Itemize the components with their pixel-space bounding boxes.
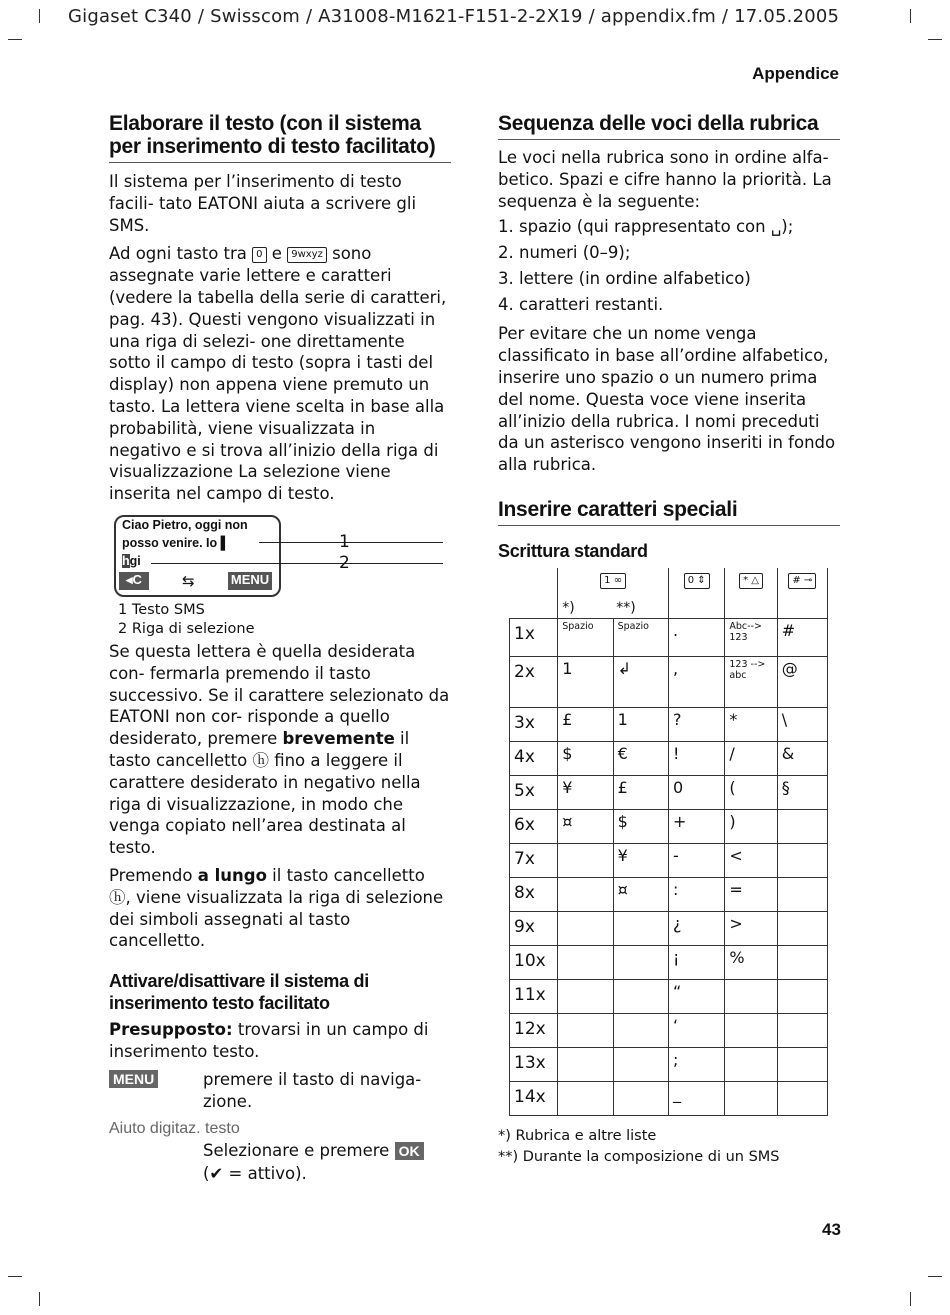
table-cell [777,877,827,911]
table-cell: ? [668,707,724,741]
footnotes [498,1126,840,1168]
cursor-icon: ▌ [220,535,230,550]
table-cell: £ [558,707,613,741]
table-cell: , [668,656,724,707]
table-cell [777,911,827,945]
table-cell [558,843,613,877]
display-line-2: posso venire. Io ▌ [122,535,230,550]
table-cell: Spazio [558,618,613,656]
table-cell [558,1047,613,1081]
row-press-count: 13x [510,1047,558,1081]
table-cell [777,809,827,843]
crop-mark [8,39,22,40]
table-cell: ¤ [558,809,613,843]
step-menu-text: premere il tasto di naviga- zione. [203,1069,422,1111]
table-cell [725,1081,777,1115]
key-1-icon: 1 ∞ [600,573,626,589]
table-row [510,809,828,843]
table-cell [725,1013,777,1047]
callout-line-2 [151,563,443,564]
row-press-count: 9x [510,911,558,945]
table-cell: § [777,775,827,809]
softkey-toggle-icon: ⇆ [182,571,195,590]
table-cell: £ [613,775,668,809]
menu-path-label: Aiuto digitaz. testo [109,1120,240,1138]
heading-toggle: Attivare/disattivare il sistema di inserimento testo facilitato [109,971,369,1014]
table-cell: 123 --> abc [725,656,777,707]
table-cell: ; [668,1047,724,1081]
crop-mark [39,9,40,23]
order-list [498,214,840,318]
key-0-icon: 0 [252,247,266,263]
table-row [510,843,828,877]
document-meta-header: Gigaset C340 / Swisscom / A31008-M1621-F151-2-2X19 / appendix.fm / 17.05.2005 [68,6,840,27]
step-menu [109,1069,451,1113]
table-cell: # [777,618,827,656]
display-illustration [109,515,451,597]
table-cell: & [777,741,827,775]
table-cell [777,979,827,1013]
table-cell: ↲ [613,656,668,707]
row-press-count: 6x [510,809,558,843]
display-legend [109,601,451,639]
table-row [510,1081,828,1115]
table-row [510,945,828,979]
crop-mark [39,1292,40,1306]
row-press-count: 4x [510,741,558,775]
table-cell [777,1047,827,1081]
key-star-icon: * △ [739,573,763,589]
table-cell: > [725,911,777,945]
table-row [510,707,828,741]
table-row [510,618,828,656]
left-column [109,112,451,1185]
table-cell: _ [668,1081,724,1115]
table-row [510,911,828,945]
table-cell: $ [613,809,668,843]
table-header-row [510,568,828,619]
table-cell [558,1081,613,1115]
paragraph-long-press: Premendo a lungo il tasto cancelletto ⓗ, viene visualizzata la riga di selezione dei simboli assegnati al tasto cancelletto. [109,865,444,951]
special-chars-table [509,568,828,1116]
table-row [510,741,828,775]
key-0-icon: 0 ⇕ [684,573,710,589]
table-cell: @ [777,656,827,707]
table-cell [777,945,827,979]
page-number: 43 [822,1220,841,1239]
paragraph-intro: Il sistema per l’inserimento di testo facili- tato EATONI aiuta a scrivere gli SMS. [109,172,417,235]
table-cell: - [668,843,724,877]
right-column [498,112,840,1168]
table-cell: ‘ [668,1013,724,1047]
callout-number-1: 1 [339,531,350,552]
table-cell [613,911,668,945]
table-cell: € [613,741,668,775]
table-row [510,979,828,1013]
table-cell [558,945,613,979]
table-row [510,775,828,809]
table-cell [777,843,827,877]
selected-letter: h [122,553,130,568]
table-cell: ¥ [613,843,668,877]
table-row [510,1047,828,1081]
paragraph-order-intro: Le voci nella rubrica sono in ordine alfa- betico. Spazi e cifre hanno la priorità. La sequenza è la seguente: [498,148,832,211]
table-cell [613,1013,668,1047]
table-cell: : [668,877,724,911]
paragraph-confirm: Se questa lettera è quella desiderata con- fermarla premendo il tasto successivo. Se il carattere selezionato da EATONI non cor- risponde a quello desiderato, premere brevemente il tasto cancelletto ⓗ fino a leggere il carattere desiderato in negativo nella riga di visualizzazione, in modo che venga copiato nell’area destinata al testo. [109,641,450,858]
row-press-count: 2x [510,656,558,707]
table-cell: . [668,618,724,656]
list-item: 1. spazio (qui rappresentato con ␣); [498,217,794,237]
legend-item: 1 Testo SMS [118,601,205,618]
table-cell: * [725,707,777,741]
legend-item: 2 Riga di selezione [118,620,255,637]
table-cell [558,911,613,945]
table-cell: \ [777,707,827,741]
table-cell: “ [668,979,724,1013]
table-cell [613,979,668,1013]
table-cell: Spazio [613,618,668,656]
table-cell [613,1081,668,1115]
table-cell [613,1047,668,1081]
ok-key-icon: OK [395,1142,424,1160]
table-cell [725,979,777,1013]
table-cell: 0 [668,775,724,809]
table-cell: ¿ [668,911,724,945]
display-line-3: hgi [122,553,141,568]
table-row [510,877,828,911]
paragraph-order-tip: Per evitare che un nome venga classificato in base all’ordine alfabetico, inserire uno spazio o un numero prima del nome. Questa voce viene inserita all’inizio della rubrica. I nomi preceduti da un asterisco vengono inseriti in fondo alla rubrica. [498,324,836,475]
crop-mark [928,39,942,40]
callout-line-1 [259,542,443,543]
row-press-count: 5x [510,775,558,809]
callout-number-2: 2 [339,552,350,573]
list-item: 3. lettere (in ordine alfabetico) [498,269,751,289]
row-press-count: 14x [510,1081,558,1115]
row-press-count: 12x [510,1013,558,1047]
table-cell [613,945,668,979]
table-cell [558,979,613,1013]
table-row [510,656,828,707]
paragraph-keys: Ad ogni tasto tra 0 e 9wxyz sono assegnate varie lettere e caratteri (vedere la tabella della serie di caratteri, pag. 43). Questi vengono visualizzati in una riga di selezi- one direttamente sotto il campo di testo (sopra i tasti del display) non appena viene premuto un tasto. La lettera viene scelta in base alla probabilità, viene visualizzata in negativo e si trova all’inizio della riga di visualizzazione La selezione viene inserita nel campo di testo. [109,244,447,504]
softkey-menu: MENU [228,572,272,590]
table-row [510,1013,828,1047]
table-cell: ¥ [558,775,613,809]
table-cell: 1 [558,656,613,707]
table-cell: / [725,741,777,775]
key-hash-icon: # ⊸ [788,573,816,589]
paragraph-prerequisite: Presupposto: trovarsi in un campo di inserimento testo. [109,1020,429,1061]
table-cell: < [725,843,777,877]
table-header-key-1: 1 ∞ *) **) [558,568,669,619]
footnote: **) Durante la composizione di un SMS [498,1148,780,1165]
row-press-count: 10x [510,945,558,979]
crop-mark [910,9,911,23]
table-cell [725,1047,777,1081]
table-cell: $ [558,741,613,775]
key-9-icon: 9wxyz [287,247,327,263]
table-cell [777,1013,827,1047]
table-cell: % [725,945,777,979]
row-press-count: 8x [510,877,558,911]
row-press-count: 11x [510,979,558,1013]
table-cell: Abc--> 123 [725,618,777,656]
table-cell: ) [725,809,777,843]
list-item: 4. caratteri restanti. [498,295,664,315]
table-cell [558,877,613,911]
heading-special-chars: Inserire caratteri speciali [498,498,840,526]
section-label: Appendice [752,64,839,83]
list-item: 2. numeri (0–9); [498,243,631,263]
table-cell: ¡ [668,945,724,979]
table-cell: ( [725,775,777,809]
table-cell: + [668,809,724,843]
footnote: *) Rubrica e altre liste [498,1127,657,1144]
heading-standard-writing: Scrittura standard [498,540,648,561]
table-cell: ¤ [613,877,668,911]
table-cell [558,1013,613,1047]
table-cell: 1 [613,707,668,741]
row-press-count: 3x [510,707,558,741]
softkey-clear: ◂C [119,572,149,590]
table-cell [777,1081,827,1115]
table-cell: ! [668,741,724,775]
heading-phonebook-order: Sequenza delle voci della rubrica [498,112,840,140]
menu-key-icon: MENU [109,1070,158,1088]
crop-mark [910,1292,911,1306]
row-press-count: 1x [510,618,558,656]
display-line-1: Ciao Pietro, oggi non [122,517,248,532]
phone-display [114,515,281,597]
row-press-count: 7x [510,843,558,877]
crop-mark [928,1276,942,1277]
table-cell: = [725,877,777,911]
crop-mark [8,1276,22,1277]
step-select-text: Selezionare e premere OK (✔ = attivo). [203,1140,433,1185]
heading-eatoni: Elaborare il testo (con il sistema per inserimento di testo facilitato) [109,112,451,163]
